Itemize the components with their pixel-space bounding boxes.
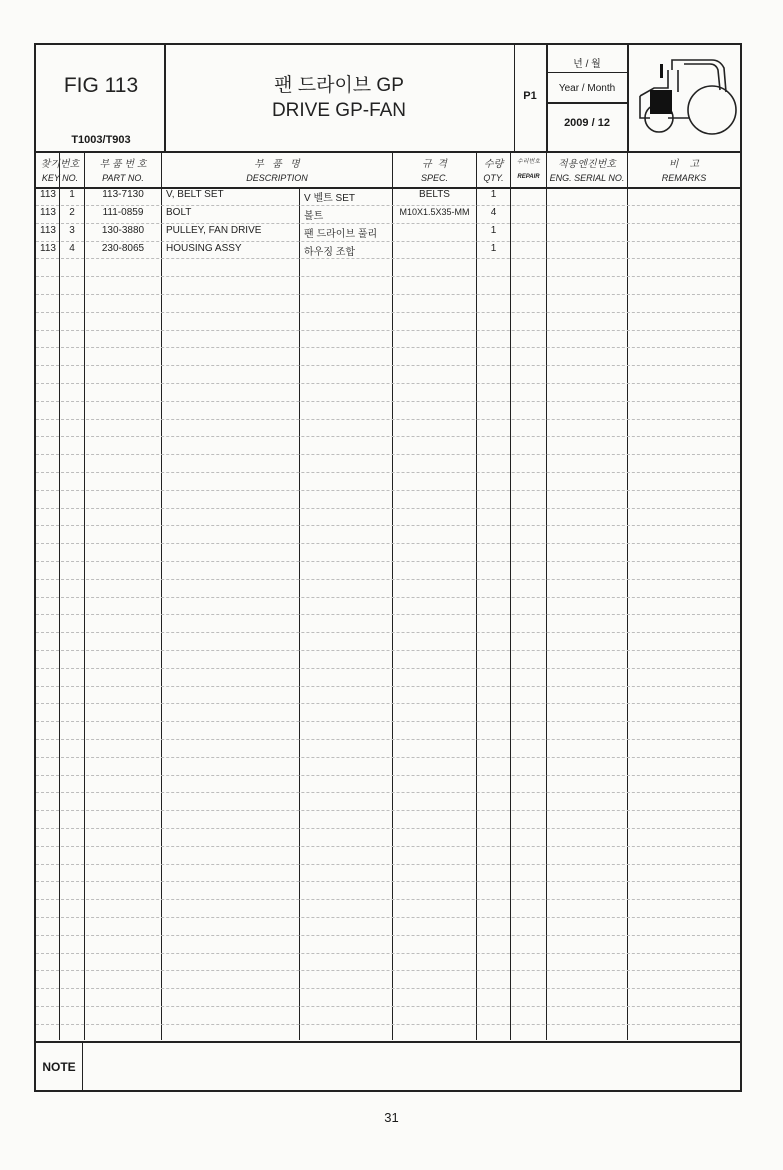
page-code: P1 <box>523 90 537 102</box>
row-rule <box>36 490 740 491</box>
col-engine-serial: ENG. SERIAL NO. <box>549 173 625 183</box>
row-rule <box>36 703 740 704</box>
row-rule <box>36 419 740 420</box>
row-rule <box>36 223 740 224</box>
row-rule <box>36 739 740 740</box>
header-bottom-rule <box>36 151 740 153</box>
row-description: PULLEY, FAN DRIVE <box>166 225 262 236</box>
row-rule <box>36 881 740 882</box>
row-rule <box>36 917 740 918</box>
note-label: NOTE <box>42 1059 76 1074</box>
col-spec: SPEC. <box>420 173 448 183</box>
note-top-rule <box>36 1041 740 1043</box>
row-description-korean: 볼트 <box>304 211 324 222</box>
divider <box>392 152 393 1040</box>
page-title-english: DRIVE GP-FAN <box>271 100 407 121</box>
row-rule <box>36 276 740 277</box>
model-number: T1003/T903 <box>71 134 131 146</box>
row-rule <box>36 614 740 615</box>
row-rule <box>36 312 740 313</box>
row-qty: 1 <box>490 189 497 200</box>
row-rule <box>36 347 740 348</box>
row-description-korean: V 벨트 SET <box>304 193 355 204</box>
divider <box>84 152 85 1040</box>
row-fig: 113 <box>40 189 56 200</box>
row-rule <box>36 525 740 526</box>
row-part-no: 113-7130 <box>102 189 144 200</box>
col-part-korean: 부 품 번 호 <box>99 159 147 170</box>
col-spec-korean: 규 격 <box>422 159 447 170</box>
row-rule <box>36 1006 740 1007</box>
row-rule <box>36 846 740 847</box>
col-remarks-korean: 비 고 <box>668 159 700 170</box>
divider <box>547 72 627 73</box>
page-number: 31 <box>384 1110 399 1125</box>
row-rule <box>36 508 740 509</box>
row-rule <box>36 757 740 758</box>
row-rule <box>36 828 740 829</box>
row-rule <box>36 1024 740 1025</box>
row-rule <box>36 365 740 366</box>
col-qty: QTY. <box>483 173 504 183</box>
divider <box>627 152 628 1040</box>
row-rule <box>36 330 740 331</box>
divider <box>164 44 166 152</box>
fig-number: FIG 113 <box>63 74 139 97</box>
row-rule <box>36 864 740 865</box>
row-rule <box>36 970 740 971</box>
row-spec: BELTS <box>419 189 450 200</box>
divider <box>476 152 477 1040</box>
divider <box>82 1042 83 1091</box>
row-rule <box>36 935 740 936</box>
row-key: 4 <box>69 243 75 254</box>
col-description-korean: 부 품 명 <box>254 159 300 170</box>
col-repair: REPAIR <box>517 174 540 180</box>
row-rule <box>36 205 740 206</box>
row-rule <box>36 258 740 259</box>
col-part: PART NO. <box>102 173 144 183</box>
col-description: DESCRIPTION <box>246 173 308 183</box>
row-rule <box>36 953 740 954</box>
row-rule <box>36 792 740 793</box>
row-spec: M10X1.5X35-MM <box>399 207 470 217</box>
row-qty: 4 <box>490 207 497 218</box>
row-description-korean: 하우징 조합 <box>304 247 356 258</box>
row-fig: 113 <box>40 207 56 218</box>
row-rule <box>36 668 740 669</box>
row-part-no: 130-3880 <box>101 225 145 236</box>
col-repair-korean: 수리번호 <box>516 159 541 165</box>
row-rule <box>36 241 740 242</box>
divider <box>627 44 629 152</box>
row-rule <box>36 686 740 687</box>
year-month-label-korean: 년 / 월 <box>573 59 601 70</box>
row-rule <box>36 561 740 562</box>
row-rule <box>36 294 740 295</box>
row-description: V, BELT SET <box>166 189 224 200</box>
row-rule <box>36 543 740 544</box>
row-rule <box>36 579 740 580</box>
row-rule <box>36 775 740 776</box>
year-month-label: Year / Month <box>558 83 616 94</box>
row-key: 1 <box>69 189 75 200</box>
row-key: 2 <box>69 207 75 218</box>
row-rule <box>36 632 740 633</box>
row-rule <box>36 383 740 384</box>
row-description-korean: 팬 드라이브 풀리 <box>304 229 378 240</box>
divider <box>546 152 547 1040</box>
year-month-value: 2009 / 12 <box>564 117 610 129</box>
divider <box>161 152 162 1040</box>
row-rule <box>36 597 740 598</box>
col-key-korean: 찾기번호 <box>40 159 80 170</box>
row-part-no: 111-0859 <box>102 207 144 218</box>
col-qty-korean: 수량 <box>483 159 504 170</box>
row-part-no: 230-8065 <box>101 243 145 254</box>
col-engine-korean: 적용엔진번호 <box>558 159 616 170</box>
tractor-icon <box>632 52 738 140</box>
row-fig: 113 <box>40 243 56 254</box>
row-rule <box>36 454 740 455</box>
row-description: BOLT <box>166 207 192 218</box>
col-remarks: REMARKS <box>661 173 707 183</box>
col-key: KEY NO. <box>41 173 79 183</box>
row-fig: 113 <box>40 225 56 236</box>
divider <box>59 152 60 1040</box>
divider <box>547 102 627 104</box>
row-rule <box>36 899 740 900</box>
row-rule <box>36 472 740 473</box>
row-description: HOUSING ASSY <box>166 243 242 254</box>
row-key: 3 <box>69 225 75 236</box>
row-rule <box>36 988 740 989</box>
row-rule <box>36 436 740 437</box>
page-title-korean: 팬 드라이브 GP <box>274 75 404 96</box>
row-rule <box>36 810 740 811</box>
row-qty: 1 <box>490 225 497 236</box>
row-rule <box>36 650 740 651</box>
row-rule <box>36 721 740 722</box>
row-qty: 1 <box>490 243 497 254</box>
divider <box>510 152 511 1040</box>
row-rule <box>36 401 740 402</box>
